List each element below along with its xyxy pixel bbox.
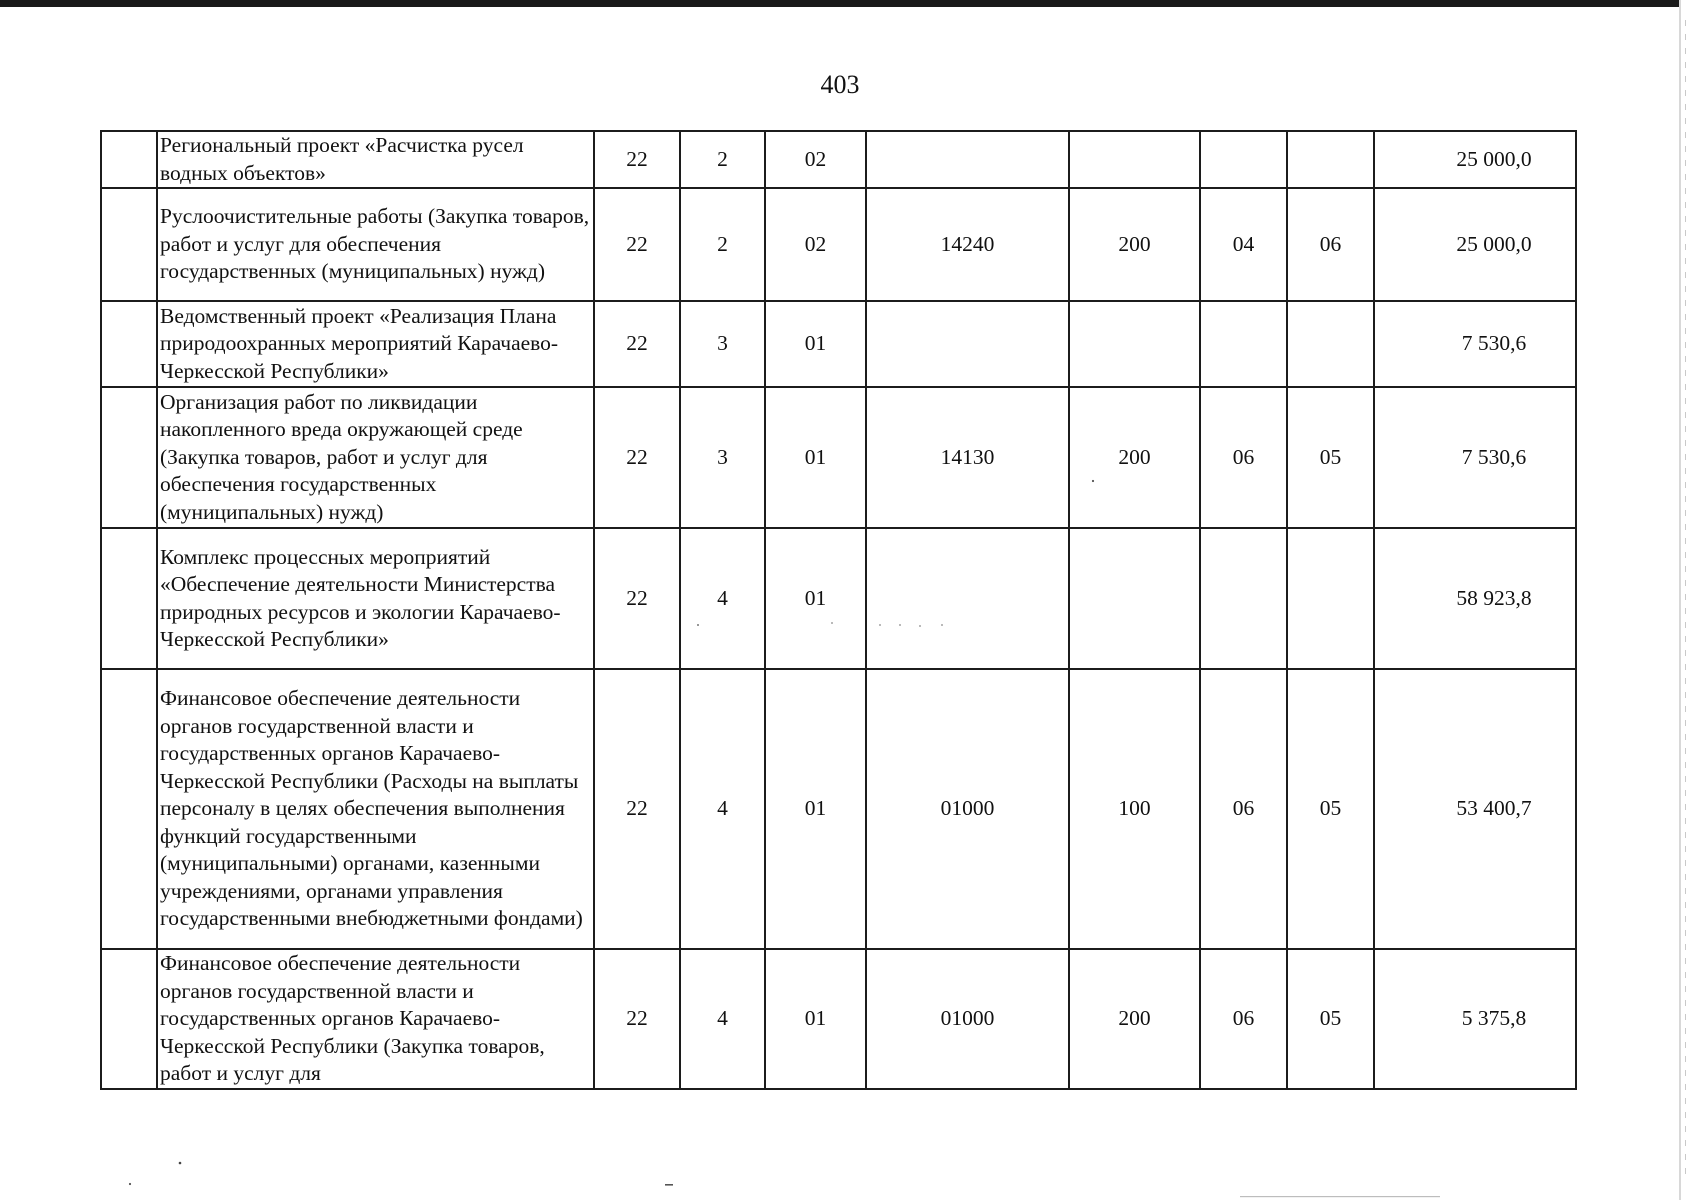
code-cell: 05 [1287,387,1374,528]
code-cell [866,301,1069,387]
code-cell [1069,301,1200,387]
code-cell: 01 [765,528,866,669]
amount-cell: 7 530,6 [1374,301,1576,387]
code-cell [1287,528,1374,669]
code-cell: 01 [765,301,866,387]
code-cell: 06 [1200,387,1287,528]
code-cell [1287,301,1374,387]
table-row [101,669,1576,949]
item-name-cell: Финансовое обеспечение деятельности органов государственной власти и государственных органов Карачаево-Черкесской Республики (Расходы на выплаты персоналу в целях обеспечения выполнения функций государственными (муниципальными) органами, казенными учреждениями, органами управления государственными внебюджетными фондами) [157,669,594,949]
code-cell: 06 [1287,188,1374,301]
code-cell: 4 [680,669,765,949]
row-number-cell [101,949,157,1089]
code-cell [866,131,1069,188]
budget-table [100,130,1577,1090]
row-number-cell [101,387,157,528]
code-cell: 05 [1287,949,1374,1089]
code-cell [1200,301,1287,387]
code-cell: 01 [765,387,866,528]
code-cell: 02 [765,131,866,188]
code-cell: 22 [594,949,680,1089]
code-cell: 06 [1200,949,1287,1089]
amount-cell: 58 923,8 [1374,528,1576,669]
code-cell: 22 [594,669,680,949]
code-cell: 2 [680,188,765,301]
row-number-cell [101,669,157,949]
code-cell: 22 [594,387,680,528]
code-cell: 200 [1069,949,1200,1089]
code-cell: 4 [680,528,765,669]
code-cell: 02 [765,188,866,301]
code-cell: 01000 [866,949,1069,1089]
code-cell: 22 [594,131,680,188]
code-cell [866,528,1069,669]
table-row [101,528,1576,669]
item-name-cell: Руслоочистительные работы (Закупка товаров, работ и услуг для обеспечения государственных (муниципальных) нужд) [157,188,594,301]
page-number: 403 [820,70,860,99]
code-cell: 200 [1069,387,1200,528]
amount-cell: 5 375,8 [1374,949,1576,1089]
code-cell [1200,528,1287,669]
code-cell [1200,131,1287,188]
amount-cell: 53 400,7 [1374,669,1576,949]
item-name-cell: Ведомственный проект «Реализация Плана природоохранных мероприятий Карачаево-Черкесской Республики» [157,301,594,387]
code-cell: 100 [1069,669,1200,949]
amount-cell: 7 530,6 [1374,387,1576,528]
code-cell [1069,131,1200,188]
scan-right-edge [1679,0,1697,1200]
amount-cell: 25 000,0 [1374,188,1576,301]
code-cell: 01000 [866,669,1069,949]
table-row [101,949,1576,1089]
item-name-cell: Организация работ по ликвидации накопленного вреда окружающей среде (Закупка товаров, работ и услуг для обеспечения государственных (муниципальных) нужд) [157,387,594,528]
item-name-cell: Региональный проект «Расчистка русел водных объектов» [157,131,594,188]
row-number-cell [101,528,157,669]
code-cell: 14130 [866,387,1069,528]
table-row [101,131,1576,188]
amount-cell: 25 000,0 [1374,131,1576,188]
scan-top-edge [0,0,1697,7]
code-cell: 05 [1287,669,1374,949]
code-cell: 04 [1200,188,1287,301]
code-cell: 22 [594,528,680,669]
row-number-cell [101,131,157,188]
code-cell: 22 [594,188,680,301]
item-name-cell: Финансовое обеспечение деятельности органов государственной власти и государственных органов Карачаево-Черкесской Республики (Закупка товаров, работ и услуг для [157,949,594,1089]
code-cell: 06 [1200,669,1287,949]
row-number-cell [101,301,157,387]
code-cell: 01 [765,949,866,1089]
code-cell: 2 [680,131,765,188]
code-cell: 14240 [866,188,1069,301]
code-cell: 01 [765,669,866,949]
code-cell: 3 [680,387,765,528]
table-row [101,188,1576,301]
table-row [101,301,1576,387]
code-cell [1287,131,1374,188]
code-cell: 3 [680,301,765,387]
code-cell [1069,528,1200,669]
code-cell: 200 [1069,188,1200,301]
item-name-cell: Комплекс процессных мероприятий «Обеспечение деятельности Министерства природных ресурсов и экологии Карачаево-Черкесской Республики» [157,528,594,669]
row-number-cell [101,188,157,301]
code-cell: 22 [594,301,680,387]
code-cell: 4 [680,949,765,1089]
table-row [101,387,1576,528]
